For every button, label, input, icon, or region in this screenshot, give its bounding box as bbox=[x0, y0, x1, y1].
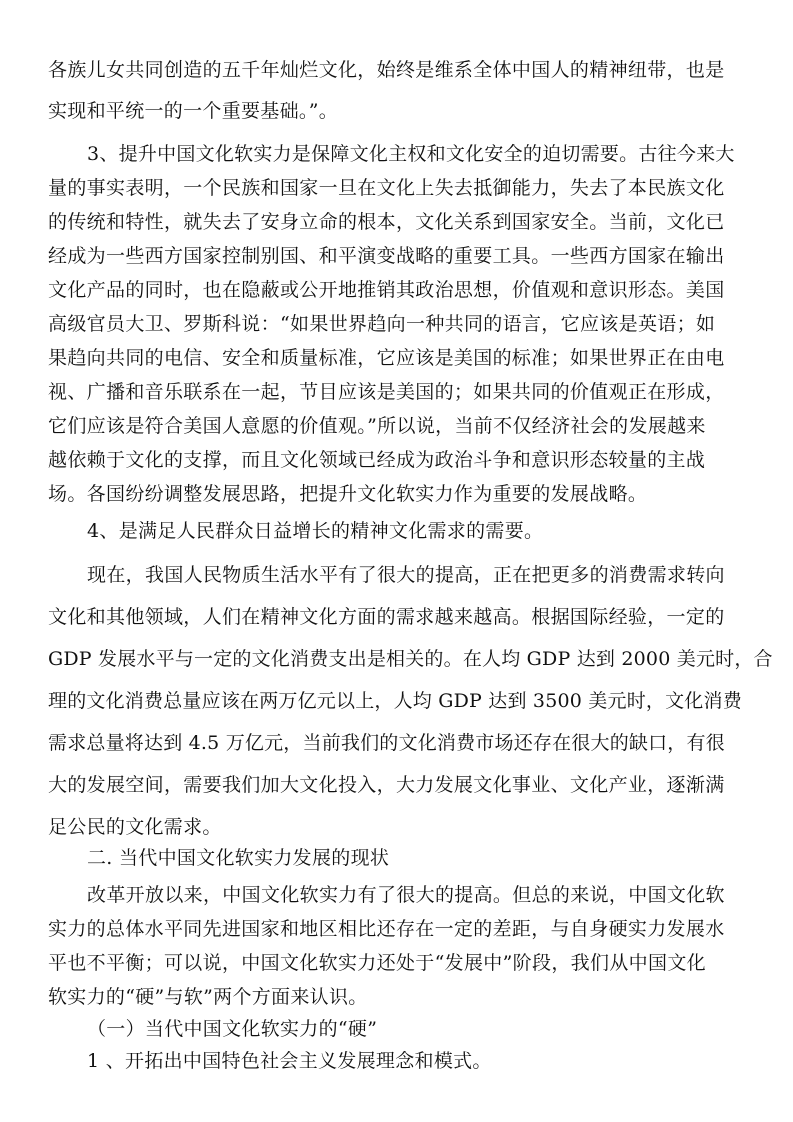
text-line: 高级官员大卫、罗斯科说：“如果世界趋向一种共同的语言，它应该是英语；如 bbox=[48, 313, 716, 335]
text-line: 理的文化消费总量应该在两万亿元以上，人均 GDP 达到 3500 美元时，文化消费 bbox=[48, 690, 742, 712]
text-line: 现在，我国人民物质生活水平有了很大的提高，正在把更多的消费需求转向 bbox=[87, 564, 725, 586]
text-line: 改革开放以来，中国文化软实力有了很大的提高。但总的来说，中国文化软 bbox=[87, 884, 725, 906]
section-heading: 二. 当代中国文化软实力发展的现状 bbox=[87, 847, 390, 869]
text-line: 文化和其他领域，人们在精神文化方面的需求越来越高。根据国际经验，一定的 bbox=[48, 606, 725, 628]
text-line: 量的事实表明，一个民族和国家一旦在文化上失去抵御能力，失去了本民族文化 bbox=[48, 177, 725, 199]
text-line: 软实力的“硬”与软”两个方面来认识。 bbox=[48, 986, 368, 1008]
text-line: 的传统和特性，就失去了安身立命的根本，文化关系到国家安全。当前，文化已 bbox=[48, 211, 725, 233]
subsection-heading: （一）当代中国文化软实力的“硬” bbox=[87, 1018, 378, 1040]
text-line: 各族儿女共同创造的五千年灿烂文化，始终是维系全体中国人的精神纽带，也是 bbox=[48, 59, 725, 81]
text-line: 足公民的文化需求。 bbox=[48, 816, 222, 838]
text-line: 实力的总体水平同先进国家和地区相比还存在一定的差距，与自身硬实力发展水 bbox=[48, 918, 725, 940]
text-line: 实现和平统一的一个重要基础。”。 bbox=[48, 100, 339, 122]
text-line: 文化产品的同时，也在隐蔽或公开地推销其政治思想，价值观和意识形态。美国 bbox=[48, 279, 725, 301]
text-line: GDP 发展水平与一定的文化消费支出是相关的。在人均 GDP 达到 2000 美元时，合 bbox=[48, 648, 773, 670]
text-line: 需求总量将达到 4.5 万亿元，当前我们的文化消费市场还存在很大的缺口，有很 bbox=[48, 732, 725, 754]
text-line: 平也不平衡；可以说，中国文化软实力还处于“发展中”阶段，我们从中国文化 bbox=[48, 952, 706, 974]
text-line: 4、是满足人民群众日益增长的精神文化需求的需要。 bbox=[87, 520, 544, 542]
text-line: 大的发展空间，需要我们加大文化投入，大力发展文化事业、文化产业，逐渐满 bbox=[48, 774, 725, 796]
text-line: 1 、开拓出中国特色社会主义发展理念和模式。 bbox=[87, 1050, 492, 1072]
text-line: 3、提升中国文化软实力是保障文化主权和文化安全的迫切需要。古往今来大 bbox=[87, 143, 735, 165]
text-line: 场。各国纷纷调整发展思路，把提升文化软实力作为重要的发展战略。 bbox=[48, 483, 648, 505]
text-line: 越依赖于文化的支撑，而且文化领域已经成为政治斗争和意识形态较量的主战 bbox=[48, 449, 706, 471]
text-line: 果趋向共同的电信、安全和质量标准，它应该是美国的标准；如果世界正在由电 bbox=[48, 347, 725, 369]
text-line: 它们应该是符合美国人意愿的价值观。”所以说，当前不仅经济社会的发展越来 bbox=[48, 415, 706, 437]
text-line: 视、广播和音乐联系在一起，节目应该是美国的；如果共同的价值观正在形成， bbox=[48, 381, 725, 403]
text-line: 经成为一些西方国家控制别国、和平演变战略的重要工具。一些西方国家在输出 bbox=[48, 245, 725, 267]
